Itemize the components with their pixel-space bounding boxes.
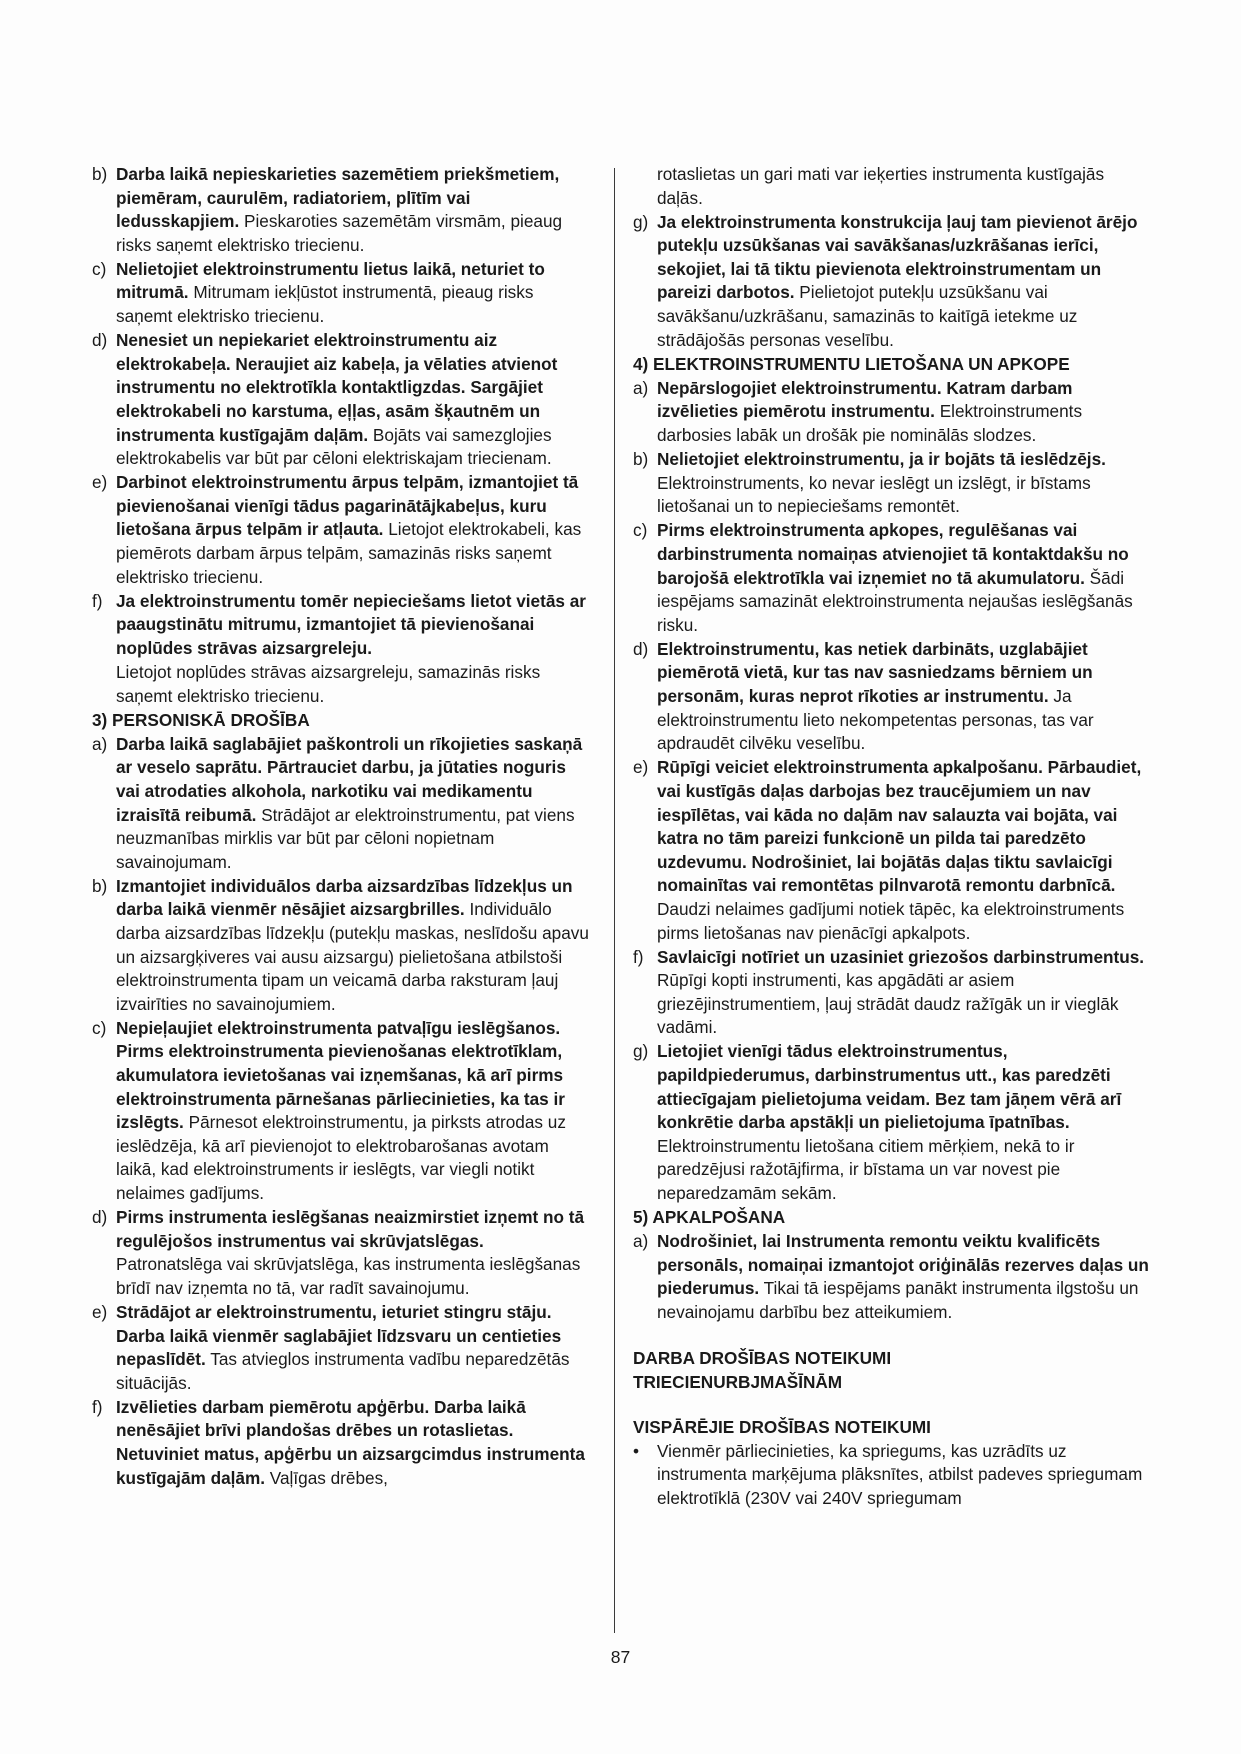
list-item: [92, 329, 592, 471]
item-label: g): [633, 211, 649, 232]
item-bold-text: Pirms instrumenta ieslēgšanas neaizmirstiet izņemt no tā regulējošos instrumentus vai skrūvjatslēgas.: [116, 1207, 585, 1251]
item-normal-text: Bojāts vai samezglojies elektrokabelis var būt par cēloni elektriskajam triecienam.: [116, 424, 552, 469]
section-heading: 3) PERSONISKĀ DROŠĪBA: [92, 709, 310, 730]
list-item: [92, 1396, 592, 1490]
item-bold-text: Nepārslogojiet elektroinstrumentu. Katram darbam izvēlieties piemērotu instrumentu.: [657, 377, 1073, 422]
item-normal-text: Strādājot ar elektroinstrumentu, pat viens neuzmanības mirklis var būt par cēloni nopietnam savainojumam.: [116, 804, 575, 872]
left-column: [92, 163, 592, 1491]
safety-heading-line-2: TRIECIENURBJMAŠĪNĀM: [633, 1371, 843, 1392]
item-label: b): [92, 164, 108, 184]
item-normal-text: Tikai tā iespējams panākt instrumenta ilgstošu un nevainojamu darbību bez atteikumiem.: [657, 1278, 1139, 1322]
bullet-icon: •: [633, 1440, 640, 1461]
item-bold-text: Darba laikā saglabājiet paškontroli un rīkojieties saskaņā ar veselo saprātu. Pārtrauciet darbu, ja jūtaties noguris vai atrodaties alkohola, narkotiku vai medikamentu izraisītā reibumā.: [116, 733, 583, 825]
item-label: d): [92, 330, 108, 351]
list-item: [92, 258, 592, 329]
list-item: [92, 1206, 592, 1300]
page-number: 87: [610, 1647, 631, 1667]
item-label: e): [92, 472, 108, 493]
item-label: c): [633, 520, 648, 541]
list-item: [92, 875, 592, 1017]
item-normal-text: Elektroinstruments darbosies labāk un drošāk pie nominālās slodzes.: [657, 401, 1083, 446]
item-bold-text: Darba laikā nepieskarieties sazemētiem priekšmetiem, piemēram, caurulēm, radiatoriem, plītīm vai ledusskapjiem.: [116, 164, 560, 232]
right-column: [633, 163, 1153, 1511]
item-label: c): [92, 1017, 107, 1038]
list-item: [633, 448, 1153, 519]
item-bold-text: Darbinot elektroinstrumentu ārpus telpām, izmantojiet tā pievienošanai vienīgi tādus pagarinātājkabeļus, kuru lietošana ārpus telpām ir atļauta.: [116, 472, 579, 540]
bullet-item: [633, 1440, 1153, 1511]
item-label: e): [92, 1302, 108, 1322]
item-normal-text: Šādi iespējams samazināt elektroinstrumenta nejaušas ieslēgšanās risku.: [657, 567, 1133, 635]
item-bold-text: Ja elektroinstrumenta konstrukcija ļauj tam pievienot ārējo putekļu uzsūkšanas vai savākšanas/uzkrāšanas ierīci, sekojiet, lai tā tiktu pievienota elektroinstrumentam un pareizi darbotos.: [657, 211, 1138, 303]
item-normal-text: Elektroinstrumentu lietošana citiem mērķiem, nekā to ir paredzējusi ražotājfirma, ir bīstama un var novest pie neparedzamām sekām.: [657, 1135, 1075, 1204]
list-item: [633, 377, 1153, 448]
item-bold-text: Savlaicīgi notīriet un uzasiniet griezošos darbinstrumentus.: [657, 946, 1145, 967]
item-normal-text: Elektroinstruments, ko nevar ieslēgt un izslēgt, ir bīstams lietošanai un to nepieciešams remontēt.: [657, 472, 1091, 517]
item-label: a): [633, 377, 649, 398]
item-label: d): [92, 1207, 108, 1228]
item-label: b): [92, 875, 108, 896]
list-item: [633, 638, 1153, 756]
item-label: f): [92, 1396, 103, 1417]
list-item: [92, 1301, 592, 1395]
spacer: [633, 1394, 1153, 1416]
list-item: [633, 519, 1153, 637]
item-bold-text: Rūpīgi veiciet elektroinstrumenta apkalpošanu. Pārbaudiet, vai kustīgās daļas darbojas bez traucējumiem un nav iespīlētas, vai kāda no daļām nav salauzta vai bojāta, vai katra no tām pareizi funkcionē un pilda tai paredzēto uzdevumu. Nodrošiniet, lai bojātās daļas tiktu savlaicīgi nomainītas vai remontētas pilnvarotā remontu darbnīcā.: [657, 757, 1142, 896]
list-item: [633, 946, 1153, 1040]
item-bold-text: Ja elektroinstrumentu tomēr nepieciešams lietot vietās ar paaugstinātu mitrumu, izmantojiet tā pievienošanai noplūdes strāvas aizsargreleju.: [116, 590, 586, 658]
item-normal-text: Vaļīgas drēbes,: [265, 1467, 388, 1488]
item-bold-text: Izvēlieties darbam piemērotu apģērbu. Darba laikā nenēsājiet brīvi plandošas drēbes un rotaslietas. Netuviniet matus, apģērbu un aizsargcimdus instrumenta kustīgajām daļām.: [116, 1396, 585, 1488]
list-item: [92, 163, 592, 257]
item-normal-text: Pārnesot elektroinstrumentu, ja pirksts atrodas uz ieslēdzēja, kā arī pievienojot to elektrobarošanas avotam laikā, kad elektroinstruments ir ieslēgts, var viegli notikt nelaimes gadījums.: [116, 1112, 566, 1204]
section-heading: 4) ELEKTROINSTRUMENTU LIETOŠANA UN APKOPE: [633, 353, 1070, 374]
list-item: [633, 211, 1153, 353]
list-item: [92, 733, 592, 875]
item-bold-text: Nenesiet un nepiekariet elektroinstrumentu aiz elektrokabeļa. Neraujiet aiz kabeļa, ja vēlaties atvienot instrumentu no elektrotīkla kontaktligzdas. Sargājiet elektrokabeli no karstuma, eļļas, asām šķautnēm un instrumenta kustīgajām daļām.: [116, 330, 558, 445]
safety-heading-line-1: DARBA DROŠĪBAS NOTEIKUMI: [633, 1348, 892, 1369]
item-label: g): [633, 1041, 649, 1062]
bullet-text: Vienmēr pārliecinieties, ka spriegums, kas uzrādīts uz instrumenta marķējuma plāksnītes, atbilst padeves spriegumam elektrotīklā (230V vai 240V spriegumam: [657, 1440, 1143, 1509]
list-item: [633, 1230, 1153, 1324]
item-bold-text: Elektroinstrumentu, kas netiek darbināts, uzglabājiet piemērotā vietā, kur tas nav sasniedzams bērniem un personām, kuras neprot rīkoties ar instrumentu.: [657, 638, 1093, 707]
item-normal-text: Daudzi nelaimes gadījumi notiek tāpēc, ka elektroinstruments pirms lietošanas nav pienācīgi apkalpots.: [657, 898, 1125, 943]
item-normal-text: Patronatslēga vai skrūvjatslēga, kas instrumenta ieslēgšanas brīdī nav izņemta no tā, var radīt savainojumu.: [116, 1254, 581, 1298]
list-item: [633, 756, 1153, 945]
item-normal-text: Individuālo darba aizsardzības līdzekļu (putekļu maskas, neslīdošu apavu un aizsargķiveres vai ausu aizsargu) pielietošana atbilstoši elektroinstrumenta tipam un veicamā darba raksturam ļauj izvairīties no savainojumiem.: [116, 899, 589, 1014]
item-label: f): [633, 946, 644, 967]
spacer: [633, 1325, 1153, 1347]
list-item: [92, 1017, 592, 1206]
list-item: [92, 590, 592, 661]
general-safety-heading: VISPĀRĒJIE DROŠĪBAS NOTEIKUMI: [633, 1417, 931, 1438]
item-label: a): [92, 733, 108, 754]
section-heading: 5) APKALPOŠANA: [633, 1207, 786, 1228]
item-normal-text: Mitrumam iekļūstot instrumentā, pieaug risks saņemt elektrisko triecienu.: [116, 282, 534, 327]
item-label: c): [92, 258, 107, 279]
item-continuation: Lietojot noplūdes strāvas aizsargreleju, samazinās risks saņemt elektrisko triecienu.: [116, 661, 541, 706]
right-items-group-4: [633, 377, 1153, 1206]
item-continuation: rotaslietas un gari mati var ieķerties instrumenta kustīgajās daļās.: [657, 164, 1105, 208]
item-label: e): [633, 757, 649, 778]
item-label: d): [633, 638, 649, 659]
item-bold-text: Pirms elektroinstrumenta apkopes, regulēšanas vai darbinstrumenta nomaiņas atvienojiet tā kontaktdakšu no barojošā elektrotīkla vai izņemiet no tā akumulatoru.: [657, 520, 1129, 588]
item-bold-text: Nelietojiet elektroinstrumentu lietus laikā, neturiet to mitrumā.: [116, 258, 545, 303]
item-bold-text: Lietojiet vienīgi tādus elektroinstrumentus, papildpiederumus, darbinstrumentus utt., kas paredzēti attiecīgajam pielietojuma veidam. Bez tam jāņem vērā arī konkrētie darba apstākļi un pielietojuma īpatnības.: [657, 1041, 1122, 1133]
item-label: f): [92, 590, 103, 611]
item-normal-text: Pielietojot putekļu uzsūkšanu vai savākšanu/uzkrāšanu, samazinās to kaitīgā ietekme uz strādājošās personas veselību.: [657, 282, 1078, 350]
list-item: [92, 471, 592, 589]
item-bold-text: Strādājot ar elektroinstrumentu, ieturiet stingru stāju. Darba laikā vienmēr saglabājiet līdzsvaru un centieties nepaslīdēt.: [116, 1302, 562, 1370]
item-normal-text: Tas atvieglos instrumenta vadību neparedzētās situācijās.: [116, 1349, 570, 1393]
item-normal-text: Pieskaroties sazemētām virsmām, pieaug risks saņemt elektrisko triecienu.: [116, 211, 563, 255]
item-normal-text: Ja elektroinstrumentu lieto nekompetentas personas, tas var apdraudēt cilvēku veselību.: [657, 686, 1094, 754]
item-normal-text: Rūpīgi kopti instrumenti, kas apgādāti ar asiem griezējinstrumentiem, ļauj strādāt daudz ražīgāk un ir vieglāk vadāmi.: [657, 970, 1119, 1038]
left-items-group-1: [92, 163, 592, 660]
item-bold-text: Izmantojiet individuālos darba aizsardzības līdzekļus un darba laikā vienmēr nēsājiet aizsargbrilles.: [116, 875, 573, 920]
left-items-group-3: [92, 733, 592, 1491]
item-normal-text: Lietojot elektrokabeli, kas piemērots darbam ārpus telpām, samazinās risks saņemt elektrisko triecienu.: [116, 519, 582, 587]
item-label: a): [633, 1231, 649, 1252]
item-bold-text: Nelietojiet elektroinstrumentu, ja ir bojāts tā ieslēdzējs.: [657, 449, 1106, 470]
column-divider: [614, 168, 615, 1633]
item-bold-text: Nepieļaujiet elektroinstrumenta patvaļīgu ieslēgšanos. Pirms elektroinstrumenta pievienošanas elektrotīklam, akumulatora ievietošanas vai izņemšanas, kā arī pirms elektroinstrumenta pārnešanas pārliecinieties, ka tas ir izslēgts.: [116, 1017, 565, 1133]
list-item: [633, 1040, 1153, 1205]
item-label: b): [633, 449, 649, 470]
item-bold-text: Nodrošiniet, lai Instrumenta remontu veiktu kvalificēts personāls, nomaiņai izmantojot oriģinālās rezerves daļas un piederumus.: [657, 1231, 1149, 1299]
